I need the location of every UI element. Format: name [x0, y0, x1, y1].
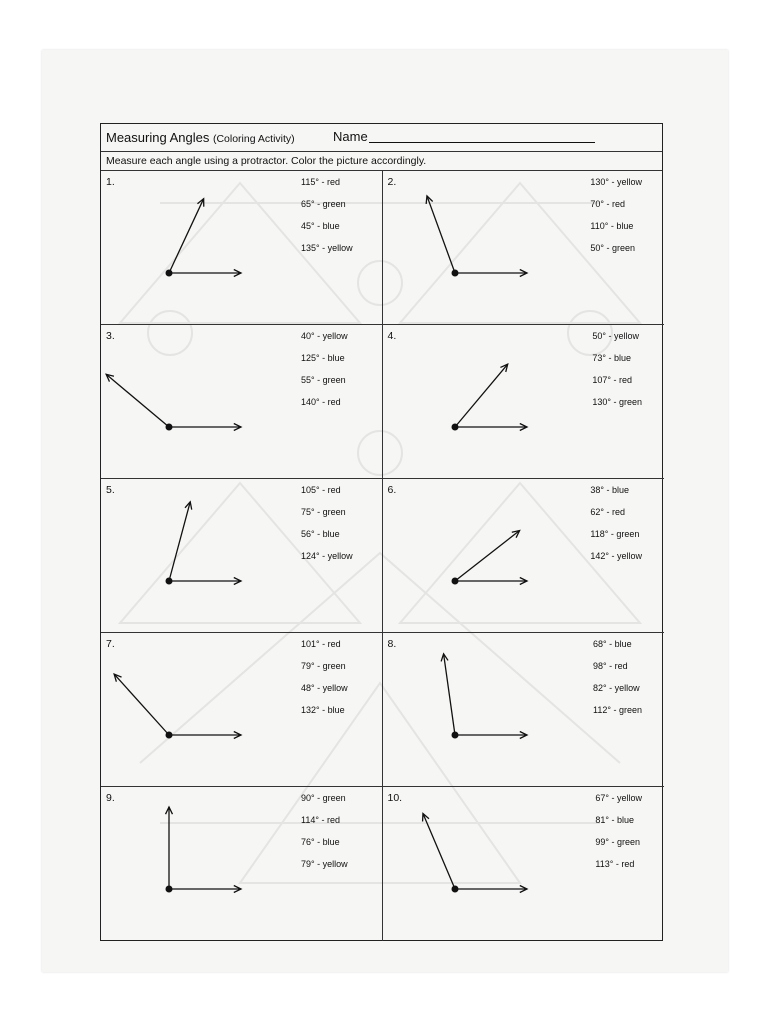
problem-cell	[101, 325, 383, 479]
answer-option: 70° - red	[590, 199, 625, 209]
angle-arm-ray	[169, 199, 204, 273]
angle-diagram	[383, 633, 665, 787]
answer-option: 45° - blue	[301, 221, 340, 231]
angle-base-ray	[169, 732, 241, 739]
answer-option: 76° - blue	[301, 837, 340, 847]
answer-option: 65° - green	[301, 199, 346, 209]
problem-cell	[383, 325, 665, 479]
problem-number: 9.	[106, 792, 115, 804]
answer-option: 56° - blue	[301, 529, 340, 539]
angle-base-ray	[169, 578, 241, 585]
answer-option: 90° - green	[301, 793, 346, 803]
problem-number: 5.	[106, 484, 115, 496]
angle-vertex	[451, 578, 458, 585]
problem-cell	[101, 479, 383, 633]
problem-cell	[101, 171, 383, 325]
angle-diagram	[101, 479, 383, 633]
angle-base-ray	[455, 578, 527, 585]
problem-number: 10.	[387, 792, 403, 804]
answer-option: 114° - red	[301, 815, 340, 825]
angle-vertex	[166, 732, 173, 739]
answer-option: 110° - blue	[590, 221, 634, 231]
worksheet-title	[106, 130, 295, 145]
problem-number: 6.	[387, 484, 397, 496]
answer-option: 112° - green	[593, 705, 642, 715]
answer-option: 50° - green	[590, 243, 636, 253]
answer-option: 130° - green	[592, 397, 642, 407]
angle-arm-ray	[455, 364, 508, 427]
answer-option: 101° - red	[301, 639, 341, 649]
answer-option: 113° - red	[595, 859, 635, 869]
answer-option: 75° - green	[301, 507, 346, 517]
answer-option: 142° - yellow	[590, 551, 642, 561]
problem-cell	[383, 633, 665, 787]
problem-number: 2.	[387, 176, 397, 188]
angle-base-ray	[455, 886, 527, 893]
answer-option: 50° - yellow	[592, 331, 639, 341]
problem-number: 4.	[387, 330, 397, 342]
angle-vertex	[451, 424, 458, 431]
angle-arm-ray	[426, 196, 455, 273]
angle-diagram	[101, 171, 383, 325]
angle-arm-ray	[441, 654, 455, 735]
angle-diagram	[383, 479, 665, 633]
problem-number: 1.	[106, 176, 115, 188]
problem-cell	[101, 633, 383, 787]
problem-number: 3.	[106, 330, 115, 342]
angle-arm-ray	[422, 814, 454, 889]
answer-option: 55° - green	[301, 375, 346, 385]
answer-option: 99° - green	[595, 837, 641, 847]
angle-arm-ray	[166, 807, 173, 889]
problem-cell	[383, 171, 665, 325]
answer-option: 81° - blue	[595, 815, 634, 825]
answer-option: 132° - blue	[301, 705, 345, 715]
problem-number: 7.	[106, 638, 115, 650]
worksheet	[100, 123, 663, 941]
answer-option: 118° - green	[590, 529, 640, 539]
problem-cell	[101, 787, 383, 941]
answer-option: 79° - green	[301, 661, 346, 671]
angle-arm-ray	[169, 502, 192, 581]
problem-number: 8.	[387, 638, 397, 650]
answer-option: 140° - red	[301, 397, 341, 407]
angle-diagram	[101, 325, 383, 479]
name-label: Name	[333, 129, 368, 144]
answer-option: 48° - yellow	[301, 683, 348, 693]
answer-option: 124° - yellow	[301, 551, 353, 561]
angle-base-ray	[169, 270, 241, 277]
answer-option: 135° - yellow	[301, 243, 353, 253]
answer-option: 125° - blue	[301, 353, 345, 363]
answer-option: 130° - yellow	[590, 177, 642, 187]
angle-base-ray	[455, 270, 527, 277]
answer-option: 38° - blue	[590, 485, 629, 495]
title-sub: (Coloring Activity)	[212, 133, 295, 145]
problem-cell	[383, 479, 665, 633]
angle-vertex	[451, 270, 458, 277]
angle-vertex	[166, 270, 173, 277]
answer-option: 98° - red	[593, 661, 628, 671]
angle-diagram	[383, 787, 665, 941]
instructions: Measure each angle using a protractor. Color the picture accordingly.	[106, 155, 427, 167]
answer-option: 68° - blue	[593, 639, 632, 649]
angle-vertex	[451, 886, 458, 893]
angle-arm-ray	[114, 674, 169, 735]
angle-diagram	[101, 633, 383, 787]
problem-cell	[383, 787, 665, 941]
angle-diagram	[383, 325, 665, 479]
angle-arm-ray	[455, 531, 520, 581]
answer-option: 105° - red	[301, 485, 341, 495]
answer-option: 107° - red	[592, 375, 632, 385]
answer-option: 79° - yellow	[301, 859, 348, 869]
angle-base-ray	[169, 424, 241, 431]
answer-option: 73° - blue	[592, 353, 631, 363]
worksheet-header	[101, 124, 662, 152]
angle-arm-ray	[106, 374, 169, 427]
angle-vertex	[166, 424, 173, 431]
angle-diagram	[101, 787, 383, 941]
answer-option: 67° - yellow	[595, 793, 642, 803]
title-main: Measuring Angles	[106, 130, 210, 145]
angle-diagram	[383, 171, 665, 325]
name-field-line[interactable]	[369, 142, 595, 143]
angle-base-ray	[455, 424, 527, 431]
angle-vertex	[166, 578, 173, 585]
angle-base-ray	[455, 732, 527, 739]
angle-vertex	[166, 886, 173, 893]
answer-option: 115° - red	[301, 177, 340, 187]
problem-grid	[101, 170, 662, 940]
answer-option: 40° - yellow	[301, 331, 348, 341]
angle-vertex	[451, 732, 458, 739]
answer-option: 62° - red	[590, 507, 625, 517]
angle-base-ray	[169, 886, 241, 893]
answer-option: 82° - yellow	[593, 683, 640, 693]
